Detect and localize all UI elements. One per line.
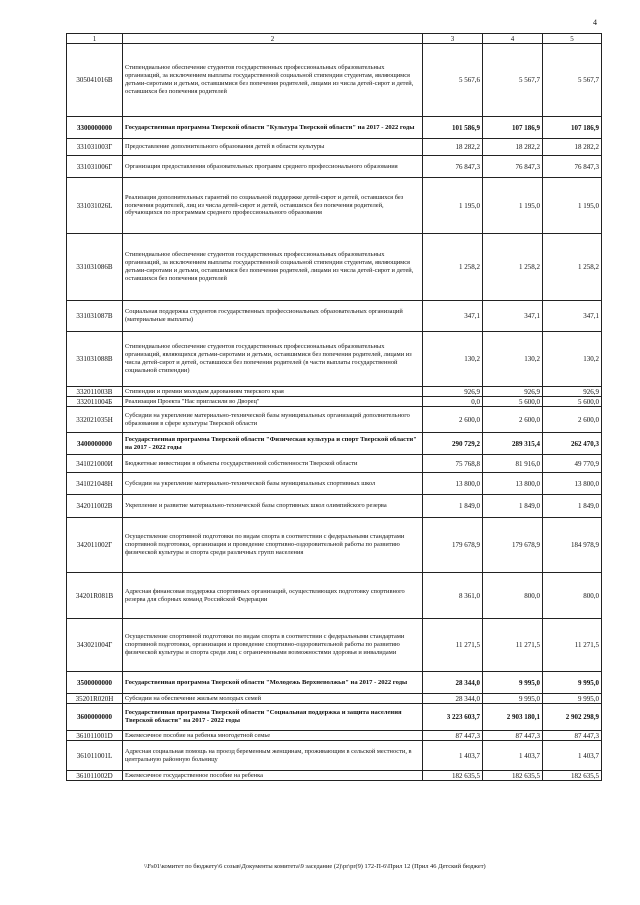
- table-row: [67, 455, 602, 473]
- row-value-2018: 800,0: [483, 573, 543, 619]
- row-value-2018: 926,9: [483, 387, 543, 397]
- row-value-2019: 76 847,3: [543, 156, 602, 178]
- row-value-2017: 76 847,3: [423, 156, 483, 178]
- row-description: Социальная поддержка студентов государственных профессиональных образовательных организаций (материальные выплаты): [123, 301, 423, 332]
- row-value-2018: 182 635,5: [483, 771, 543, 781]
- row-value-2018: 5 567,7: [483, 44, 543, 117]
- table-row: [67, 332, 602, 387]
- row-description: Стипендиальное обеспечение студентов государственных профессиональных образовательных организаций, за исключением выплаты государственной социальной стипендии студентам, являющимся детьми-сиротами и детьми, оставшимися без попечения родителей, лицами из числа детей-сирот и детей, оставшихся без попечения родителей: [123, 44, 423, 117]
- row-description: Адресная финансовая поддержка спортивных организаций, осуществляющих подготовку спортивного резерва для сборных команд Российской Федерации: [123, 573, 423, 619]
- row-value-2017: 130,2: [423, 332, 483, 387]
- row-code: 332011004Б: [67, 397, 123, 407]
- row-value-2018: 1 849,0: [483, 495, 543, 518]
- table-row: [67, 117, 602, 139]
- row-value-2018: 87 447,3: [483, 731, 543, 741]
- table-row: [67, 672, 602, 694]
- row-value-2017: 18 282,2: [423, 139, 483, 156]
- row-code: 3500000000: [67, 672, 123, 694]
- table-row: [67, 178, 602, 234]
- row-code: 3300000000: [67, 117, 123, 139]
- row-description: Осуществление спортивной подготовки по видам спорта в соответствии с федеральными стандартами спортивной подготовки, организация и проведение спортивно-оздоровительной работы по развитию физической культуры и спорта среди различных групп населения: [123, 518, 423, 573]
- row-value-2017: 1 849,0: [423, 495, 483, 518]
- row-value-2019: 11 271,5: [543, 619, 602, 672]
- row-value-2017: 2 600,0: [423, 407, 483, 433]
- row-description: Стипендиальное обеспечение студентов государственных профессиональных образовательных организаций, за исключением выплаты государственной социальной стипендии студентам, являющимся детьми-сиротами и детьми, оставшимися без попечения родителей, лицами из числа детей-сирот и детей, оставшихся без попечения родителей: [123, 234, 423, 301]
- table-row: [67, 397, 602, 407]
- row-value-2018: 2 600,0: [483, 407, 543, 433]
- row-value-2017: 28 344,0: [423, 694, 483, 704]
- row-code: 341021048Н: [67, 473, 123, 495]
- row-value-2017: 3 223 603,7: [423, 704, 483, 731]
- row-code: 342011002В: [67, 495, 123, 518]
- row-value-2017: 28 344,0: [423, 672, 483, 694]
- row-value-2018: 179 678,9: [483, 518, 543, 573]
- row-description: Субсидии на укрепление материально-технической базы муниципальных спортивных школ: [123, 473, 423, 495]
- table-row: [67, 495, 602, 518]
- row-value-2019: 9 995,0: [543, 694, 602, 704]
- row-value-2017: 1 258,2: [423, 234, 483, 301]
- row-description: Государственная программа Тверской области "Молодежь Верхневолжья" на 2017 - 2022 годы: [123, 672, 423, 694]
- row-code: 3400000000: [67, 433, 123, 455]
- row-value-2017: 290 729,2: [423, 433, 483, 455]
- row-value-2017: 1 403,7: [423, 741, 483, 771]
- table-row: [67, 387, 602, 397]
- row-value-2018: 9 995,0: [483, 672, 543, 694]
- row-value-2018: 18 282,2: [483, 139, 543, 156]
- header-col-5: 5: [543, 34, 602, 44]
- row-description: Стипендиальное обеспечение студентов государственных профессиональных образовательных организаций, являющихся детьми-сиротами и детьми, оставшимися без попечения родителей, лицами из числа детей-сирот и детей, оставшихся без попечения родителей (в части выплаты государственной социальной стипендии): [123, 332, 423, 387]
- row-code: 331031006Г: [67, 156, 123, 178]
- row-value-2019: 1 403,7: [543, 741, 602, 771]
- table-row: [67, 619, 602, 672]
- row-value-2019: 13 800,0: [543, 473, 602, 495]
- row-value-2017: 75 768,8: [423, 455, 483, 473]
- row-value-2019: 182 635,5: [543, 771, 602, 781]
- table-row: [67, 44, 602, 117]
- table-row: [67, 704, 602, 731]
- table-header-row: [67, 34, 602, 44]
- header-col-1: 1: [67, 34, 123, 44]
- row-value-2018: 11 271,5: [483, 619, 543, 672]
- row-value-2018: 1 258,2: [483, 234, 543, 301]
- row-value-2019: 87 447,3: [543, 731, 602, 741]
- row-value-2019: 262 470,3: [543, 433, 602, 455]
- table-row: [67, 731, 602, 741]
- row-description: Реализация Проекта "Нас пригласили во Дворец": [123, 397, 423, 407]
- row-description: Укрепление и развитие материально-технической базы спортивных школ олимпийского резерва: [123, 495, 423, 518]
- row-value-2019: 926,9: [543, 387, 602, 397]
- table-row: [67, 433, 602, 455]
- table-row: [67, 741, 602, 771]
- table-row: [67, 139, 602, 156]
- row-code: 331031088В: [67, 332, 123, 387]
- row-value-2018: 107 186,9: [483, 117, 543, 139]
- row-code: 342011002Г: [67, 518, 123, 573]
- row-code: 305041016В: [67, 44, 123, 117]
- row-description: Осуществление спортивной подготовки по видам спорта в соответствии с федеральными стандартами спортивной подготовки, организация и проведение спортивно-оздоровительной работы по развитию физической культуры и спорта среди лиц с ограниченными возможностями здоровья и инвалидами: [123, 619, 423, 672]
- row-code: 361011002D: [67, 771, 123, 781]
- table-row: [67, 473, 602, 495]
- row-code: 361011001L: [67, 741, 123, 771]
- row-description: Государственная программа Тверской области "Культура Тверской области" на 2017 - 2022 годы: [123, 117, 423, 139]
- row-code: 332011003В: [67, 387, 123, 397]
- file-path-footer: \\Fs01\комитет по бюджету\6 созыв\Документы комитета\9 заседание (2)\pr\pr(9) 172-П-6\Прил 12 (Прил 46 Детский бюджет): [144, 863, 486, 870]
- row-description: Реализация дополнительных гарантий по социальной поддержке детей-сирот и детей, оставшихся без попечения родителей, лиц из числа детей-сирот и детей, оставшихся без попечения родителей, обучающихся по программам среднего профессионального образования: [123, 178, 423, 234]
- row-value-2018: 130,2: [483, 332, 543, 387]
- row-value-2019: 130,2: [543, 332, 602, 387]
- row-description: Предоставление дополнительного образования детей в области культуры: [123, 139, 423, 156]
- row-value-2019: 107 186,9: [543, 117, 602, 139]
- row-value-2018: 347,1: [483, 301, 543, 332]
- row-value-2017: 5 567,6: [423, 44, 483, 117]
- row-description: Ежемесячное пособие на ребенка многодетной семье: [123, 731, 423, 741]
- row-code: 331031026L: [67, 178, 123, 234]
- row-value-2017: 0,0: [423, 397, 483, 407]
- row-description: Государственная программа Тверской области "Социальная поддержка и защита населения Тверской области" на 2017 - 2022 годы: [123, 704, 423, 731]
- row-value-2019: 5 567,7: [543, 44, 602, 117]
- row-value-2019: 184 978,9: [543, 518, 602, 573]
- row-code: 343021004Г: [67, 619, 123, 672]
- row-code: 331031087В: [67, 301, 123, 332]
- budget-table: [66, 33, 602, 781]
- row-value-2017: 182 635,5: [423, 771, 483, 781]
- row-value-2018: 81 916,0: [483, 455, 543, 473]
- row-value-2019: 347,1: [543, 301, 602, 332]
- table-row: [67, 301, 602, 332]
- row-value-2019: 1 849,0: [543, 495, 602, 518]
- table-row: [67, 771, 602, 781]
- row-description: Адресная социальная помощь на проезд беременным женщинам, проживающим в сельской местности, в центральную районную больницу: [123, 741, 423, 771]
- row-value-2017: 101 586,9: [423, 117, 483, 139]
- row-value-2019: 2 902 298,9: [543, 704, 602, 731]
- row-value-2017: 179 678,9: [423, 518, 483, 573]
- row-value-2017: 87 447,3: [423, 731, 483, 741]
- row-value-2017: 1 195,0: [423, 178, 483, 234]
- row-value-2019: 800,0: [543, 573, 602, 619]
- row-description: Субсидии на укрепление материально-технической базы муниципальных организаций дополнительного образования в сфере культуры Тверской области: [123, 407, 423, 433]
- row-value-2017: 347,1: [423, 301, 483, 332]
- row-code: 3600000000: [67, 704, 123, 731]
- table-row: [67, 407, 602, 433]
- row-value-2017: 926,9: [423, 387, 483, 397]
- row-code: 331031003Г: [67, 139, 123, 156]
- row-value-2018: 1 403,7: [483, 741, 543, 771]
- table-row: [67, 694, 602, 704]
- row-description: Ежемесячное государственное пособие на ребенка: [123, 771, 423, 781]
- row-code: 361011001D: [67, 731, 123, 741]
- row-value-2018: 1 195,0: [483, 178, 543, 234]
- row-description: Стипендии и премии молодым дарованиям тверского края: [123, 387, 423, 397]
- table-row: [67, 518, 602, 573]
- page-number: 4: [593, 18, 597, 27]
- row-value-2019: 1 195,0: [543, 178, 602, 234]
- row-code: 332021035Н: [67, 407, 123, 433]
- row-value-2017: 13 800,0: [423, 473, 483, 495]
- row-value-2017: 8 361,0: [423, 573, 483, 619]
- row-code: 34201R081В: [67, 573, 123, 619]
- row-description: Бюджетные инвестиции в объекты государственной собственности Тверской области: [123, 455, 423, 473]
- row-value-2018: 5 600,0: [483, 397, 543, 407]
- row-value-2018: 76 847,3: [483, 156, 543, 178]
- table-row: [67, 156, 602, 178]
- table-row: [67, 573, 602, 619]
- row-value-2019: 2 600,0: [543, 407, 602, 433]
- row-value-2019: 49 770,9: [543, 455, 602, 473]
- row-code: 341021000И: [67, 455, 123, 473]
- row-description: Организация предоставления образовательных программ среднего профессионального образования: [123, 156, 423, 178]
- header-col-4: 4: [483, 34, 543, 44]
- row-value-2018: 13 800,0: [483, 473, 543, 495]
- row-description: Субсидии на обеспечение жильем молодых семей: [123, 694, 423, 704]
- row-value-2018: 9 995,0: [483, 694, 543, 704]
- row-value-2019: 18 282,2: [543, 139, 602, 156]
- row-code: 331031086В: [67, 234, 123, 301]
- row-value-2019: 9 995,0: [543, 672, 602, 694]
- header-col-2: 2: [123, 34, 423, 44]
- row-code: 35201R020Н: [67, 694, 123, 704]
- row-value-2018: 289 315,4: [483, 433, 543, 455]
- row-value-2018: 2 903 180,1: [483, 704, 543, 731]
- header-col-3: 3: [423, 34, 483, 44]
- row-description: Государственная программа Тверской области "Физическая культура и спорт Тверской области" на 2017 - 2022 годы: [123, 433, 423, 455]
- table-row: [67, 234, 602, 301]
- row-value-2019: 1 258,2: [543, 234, 602, 301]
- row-value-2019: 5 600,0: [543, 397, 602, 407]
- row-value-2017: 11 271,5: [423, 619, 483, 672]
